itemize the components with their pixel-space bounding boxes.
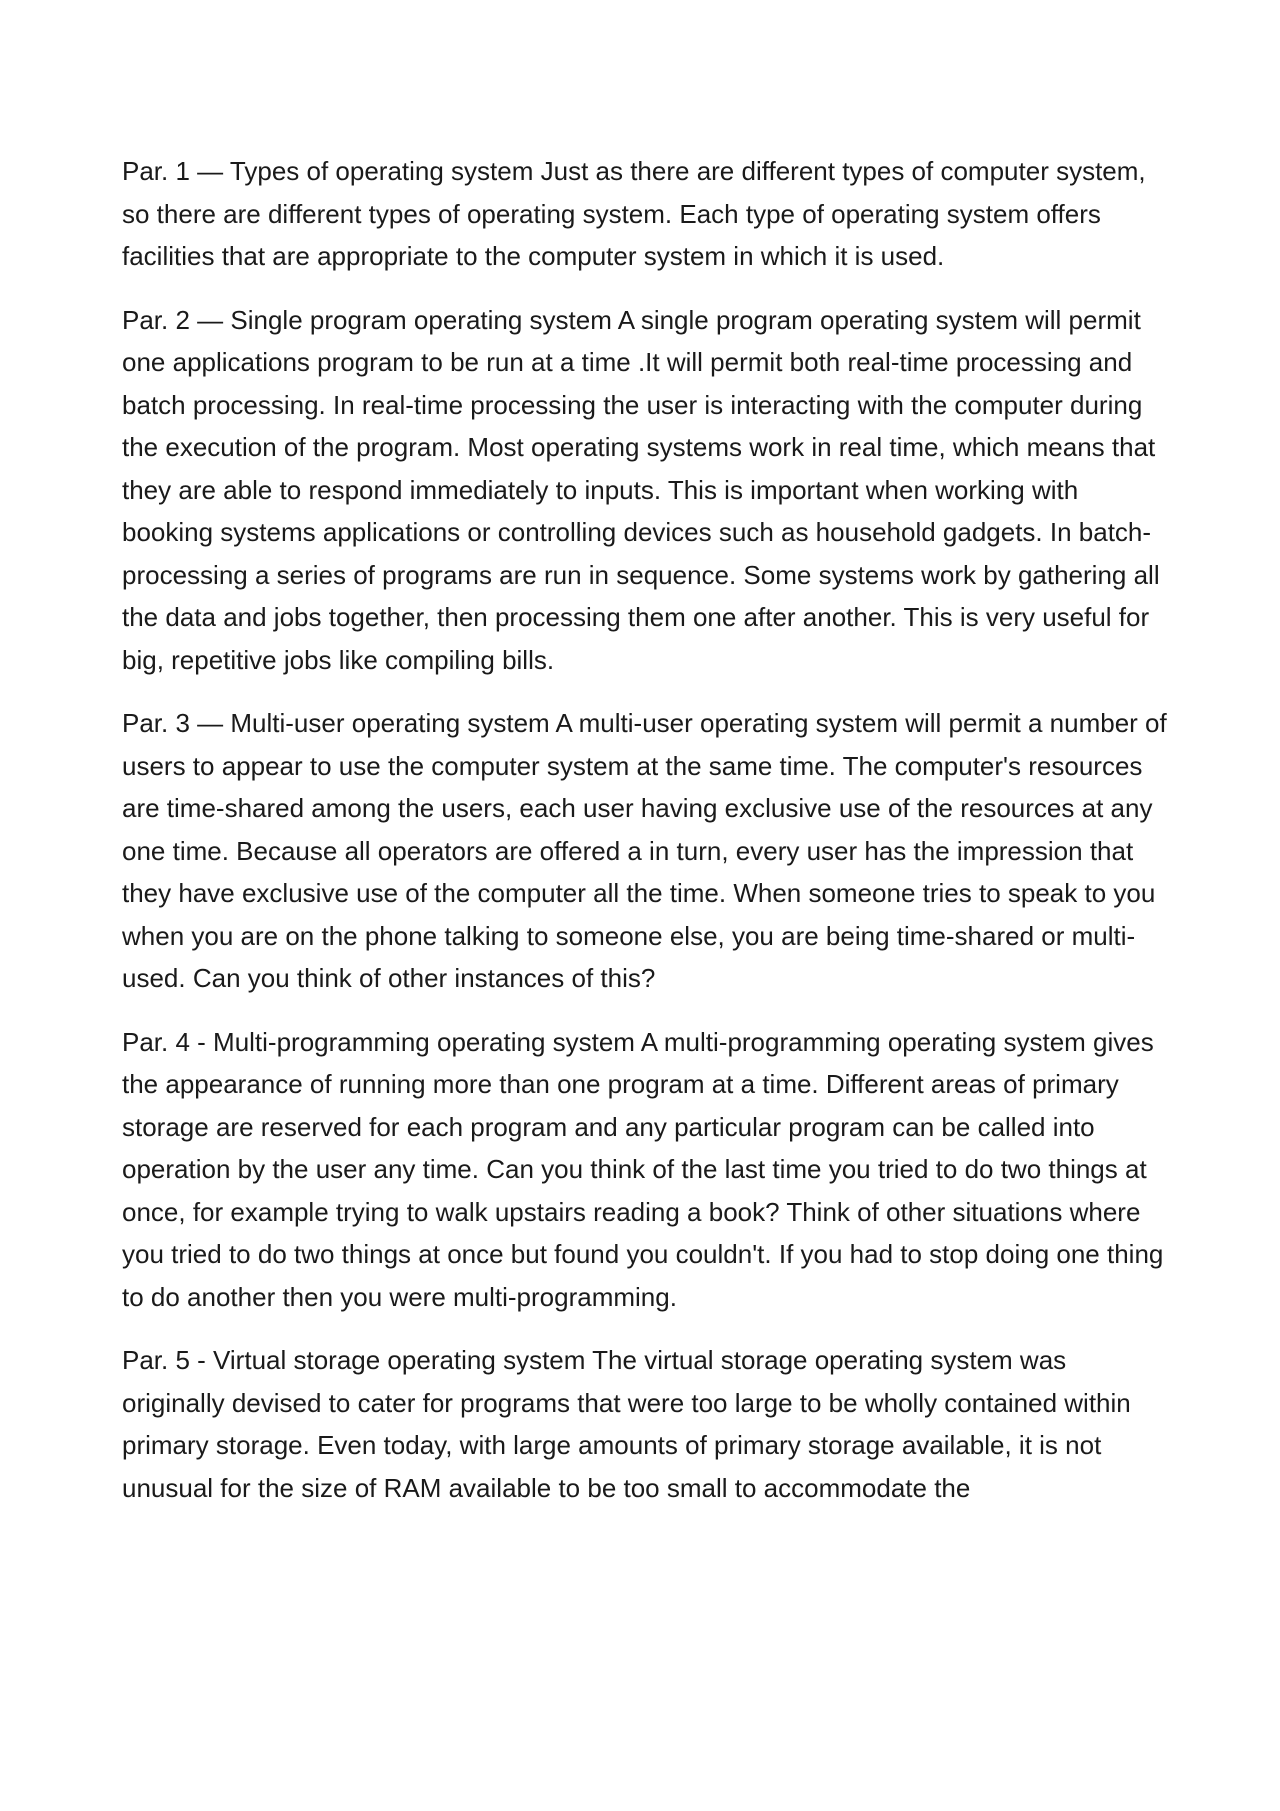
- paragraph-2: Par. 2 — Single program operating system A single program operating system will permit one applications program to be run at a time .It will permit both real-time processing and batch processing. In real-time processing the user is interacting with the computer during the execution of the program. Most operating systems work in real time, which means that they are able to respond immediately to inputs. This is important when working with booking systems applications or controlling devices such as household gadgets. In batch-processing a series of programs are run in sequence. Some systems work by gathering all the data and jobs together, then processing them one after another. This is very useful for big, repetitive jobs like compiling bills.: [122, 304, 1160, 675]
- paragraph-1: Par. 1 — Types of operating system Just as there are different types of computer system, so there are different types of operating system. Each type of operating system offers facilities that are appropriate to the computer system in which it is used.: [122, 156, 1146, 271]
- paragraph-3: Par. 3 — Multi-user operating system A multi-user operating system will permit a number of users to appear to use the computer system at the same time. The computer's resources are time-shared among the users, each user having exclusive use of the resources at any one time. Because all operators are offered a in turn, every user has the impression that they have exclusive use of the computer all the time. When someone tries to speak to you when you are on the phone talking to someone else, you are being time-shared or multi-used. Can you think of other instances of this?: [122, 708, 1167, 993]
- document-body: [122, 150, 1168, 1530]
- paragraph-4: Par. 4 - Multi-programming operating system A multi-programming operating system gives the appearance of running more than one program at a time. Different areas of primary storage are reserved for each program and any particular program can be called into operation by the user any time. Can you think of the last time you tried to do two things at once, for example trying to walk upstairs reading a book? Think of other situations where you tried to do two things at once but found you couldn't. If you had to stop doing one thing to do another then you were multi-programming.: [122, 1026, 1164, 1312]
- paragraph-5: Par. 5 - Virtual storage operating system The virtual storage operating system was originally devised to cater for programs that were too large to be wholly contained within primary storage. Even today, with large amounts of primary storage available, it is not unusual for the size of RAM available to be too small to accommodate the: [122, 1345, 1131, 1503]
